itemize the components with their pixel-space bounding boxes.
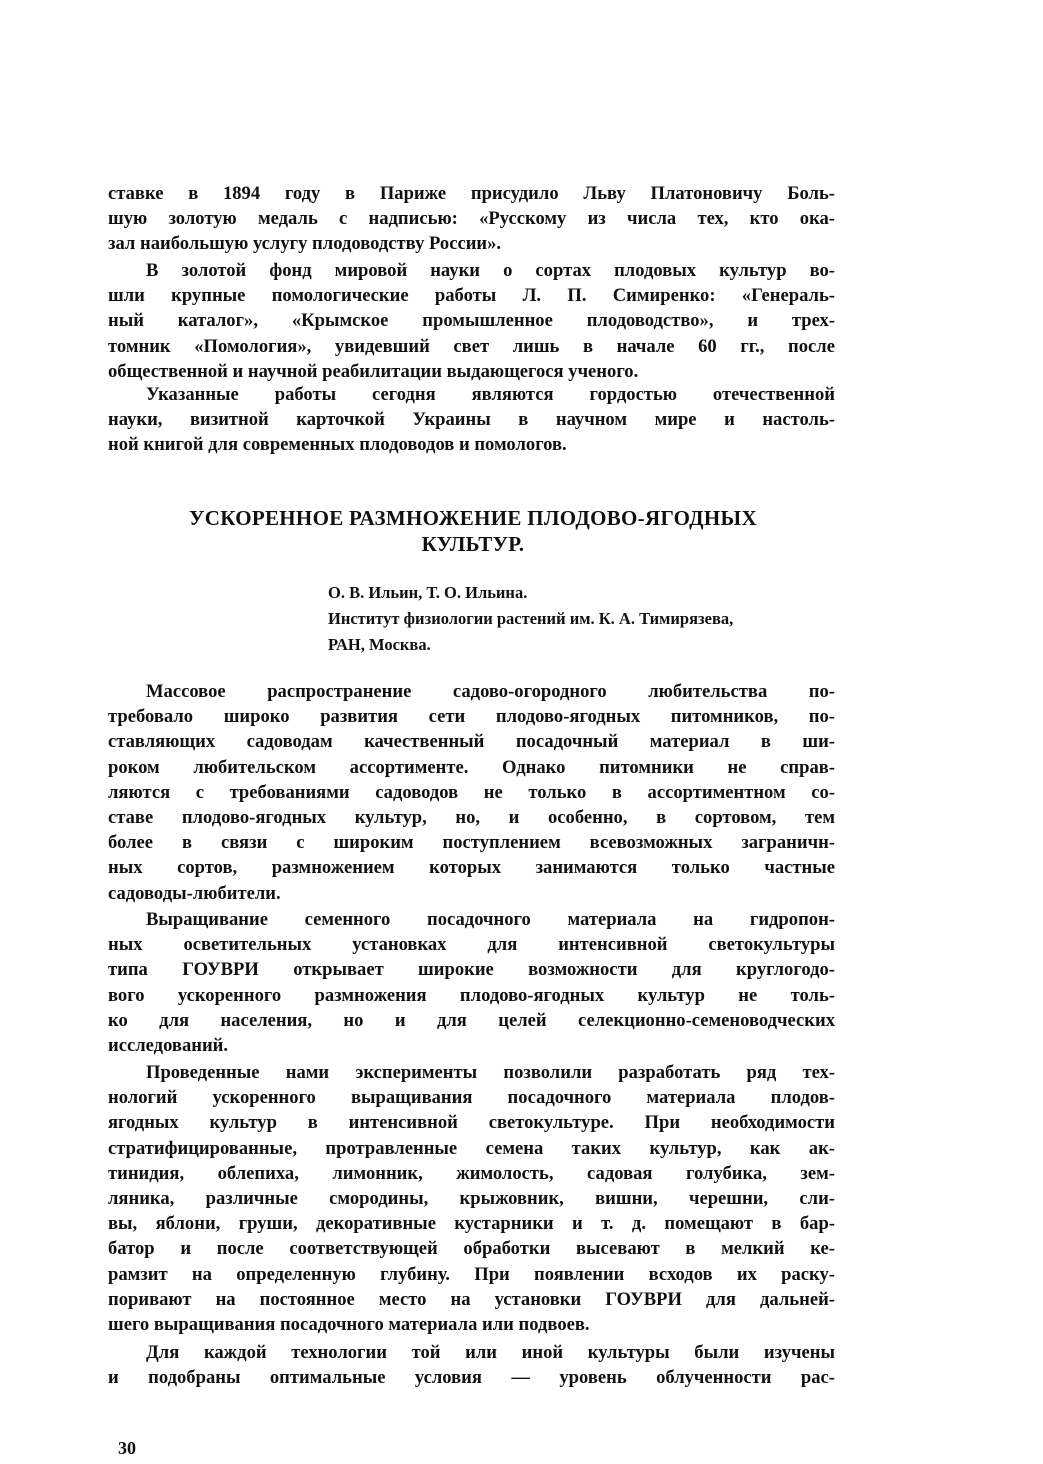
text-line: ставке в 1894 году в Париже присудило Льву Платоновичу Боль- <box>108 183 835 204</box>
text-line: Проведенные нами эксперименты позволили разработать ряд тех- <box>146 1062 835 1083</box>
text-line: батор и после соответствующей обработки высевают в мелкий ке- <box>108 1238 835 1260</box>
text-line: зал наибольшую услугу плодоводству России». <box>108 233 502 255</box>
text-line: требовало широко развития сети плодово-ягодных питомников, по- <box>108 706 835 728</box>
article-title-line-1: УСКОРЕННОЕ РАЗМНОЖЕНИЕ ПЛОДОВО-ЯГОДНЫХ <box>189 506 757 530</box>
text-line: ставляющих садоводам качественный посадочный материал в ши- <box>108 731 835 753</box>
intro-paragraph-2 <box>108 258 835 384</box>
text-line: ных осветительных установках для интенсивной светокультуры <box>108 934 835 956</box>
text-line: более в связи с широким поступлением всевозможных заграничн- <box>108 832 835 854</box>
text-line: вого ускоренного размножения плодово-ягодных культур не толь- <box>108 984 835 1006</box>
text-line: Выращивание семенного посадочного материала на гидропон- <box>146 909 835 930</box>
author-institute: Институт физиологии растений им. К. А. Тимирязева, <box>328 609 734 628</box>
text-line: исследований. <box>108 1035 229 1057</box>
text-line: нологий ускоренного выращивания посадочного материала плодов- <box>108 1087 835 1109</box>
body-paragraph-4 <box>108 1340 835 1390</box>
text-line: роком любительском ассортименте. Однако питомники не справ- <box>108 756 835 778</box>
text-line: шего выращивания посадочного материала или подвоев. <box>108 1314 590 1336</box>
text-line: В золотой фонд мировой науки о сортах плодовых культур во- <box>146 260 835 281</box>
article-title-line-2: КУЛЬТУР. <box>421 532 525 556</box>
text-line: общественной и научной реабилитации выдающегося ученого. <box>108 360 639 382</box>
author-location: РАН, Москва. <box>328 635 431 654</box>
text-line: типа ГОУВРИ открывает широкие возможности для круглогодо- <box>108 959 835 981</box>
text-line: науки, визитной карточкой Украины в научном мире и настоль- <box>108 409 835 431</box>
text-line: Массовое распространение садово-огородного любительства по- <box>146 681 835 702</box>
intro-paragraph-3 <box>108 382 835 458</box>
text-line: Указанные работы сегодня являются гордостью отечественной <box>146 384 835 405</box>
text-line: и подобраны оптимальные условия — уровень облученности рас- <box>108 1367 835 1389</box>
text-line: ный каталог», «Крымское промышленное плодоводство», и трех- <box>108 310 835 332</box>
text-line: шую золотую медаль с надписью: «Русскому из числа тех, кто ока- <box>108 208 835 230</box>
text-line: поривают на постоянное место на установки ГОУВРИ для дальней- <box>108 1288 835 1310</box>
author-names: О. В. Ильин, Т. О. Ильина. <box>328 583 528 602</box>
body-paragraph-2 <box>108 907 835 1058</box>
text-line: садоводы-любители. <box>108 882 281 904</box>
page-number: 30 <box>118 1438 136 1458</box>
text-line: ных сортов, размножением которых занимаются только частные <box>108 857 835 879</box>
text-line: рамзит на определенную глубину. При появлении всходов их раску- <box>108 1263 835 1285</box>
text-line: ко для населения, но и для целей селекционно-семеноводческих <box>108 1009 835 1031</box>
body-paragraph-1 <box>108 679 835 906</box>
text-line: стратифицированные, протравленные семена таких культур, как ак- <box>108 1137 835 1159</box>
text-line: шли крупные помологические работы Л. П. Симиренко: «Генераль- <box>108 285 835 307</box>
text-line: Для каждой технологии той или иной культуры были изучены <box>146 1342 835 1363</box>
text-line: тинидия, облепиха, лимонник, жимолость, садовая голубика, зем- <box>108 1162 835 1184</box>
intro-paragraph-1 <box>108 181 835 257</box>
text-line: томник «Помология», увидевший свет лишь в начале 60 гг., после <box>108 335 835 357</box>
text-line: вы, яблони, груши, декоративные кустарники и т. д. помещают в бар- <box>108 1213 835 1235</box>
body-paragraph-3 <box>108 1060 835 1337</box>
authors-block <box>328 580 838 658</box>
article-title <box>70 505 876 557</box>
text-line: ной книгой для современных плодоводов и помологов. <box>108 434 567 456</box>
text-line: ягодных культур в интенсивной светокультуре. При необходимости <box>108 1112 835 1134</box>
text-line: ляника, различные смородины, крыжовник, вишни, черешни, сли- <box>108 1188 835 1210</box>
text-line: ставе плодово-ягодных культур, но, и особенно, в сортовом, тем <box>108 807 835 829</box>
text-line: ляются с требованиями садоводов не только в ассортиментном со- <box>108 781 835 803</box>
